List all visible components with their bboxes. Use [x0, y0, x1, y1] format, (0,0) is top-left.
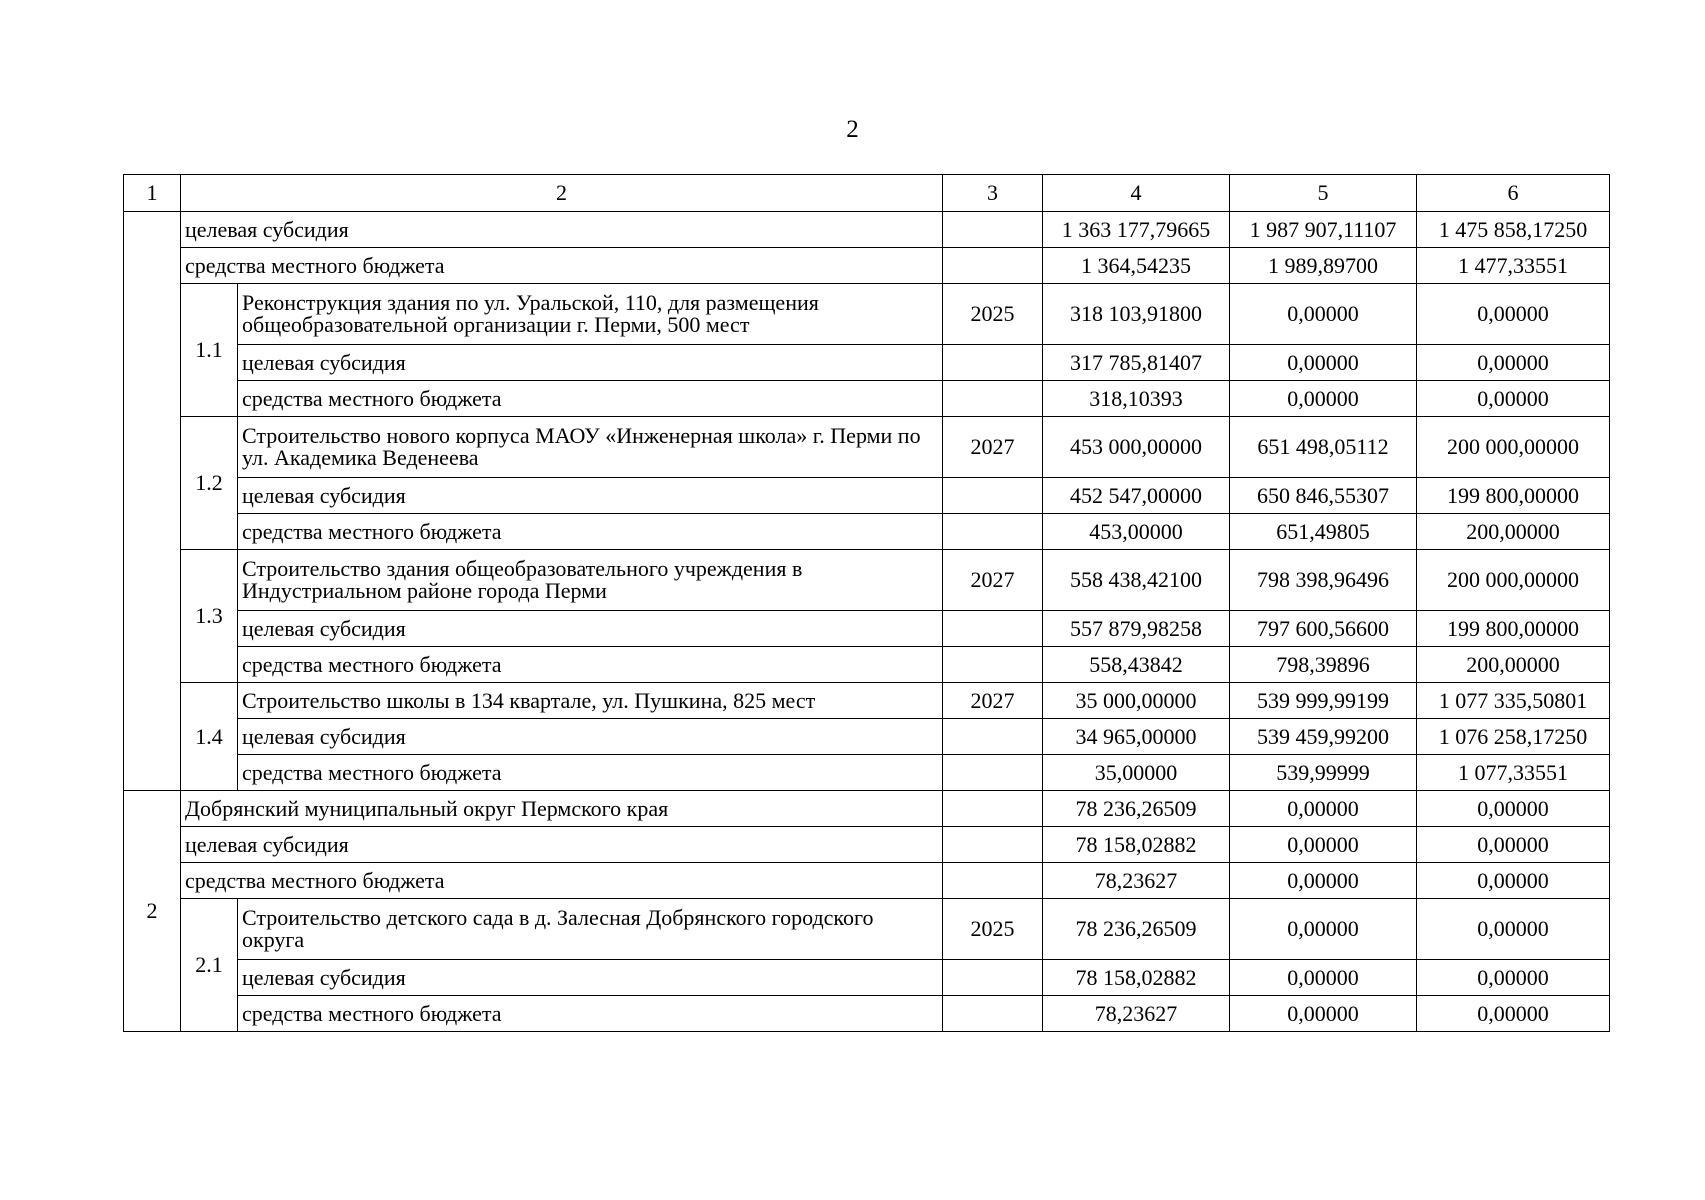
row-value-5: 0,00000: [1230, 284, 1417, 345]
table-row: [124, 899, 1610, 960]
row-label: средства местного бюджета: [181, 863, 943, 899]
header-col-6: 6: [1417, 175, 1610, 212]
row-year: [943, 960, 1043, 996]
row-value-4: 453,00000: [1043, 514, 1230, 550]
table-header-row: [124, 175, 1610, 212]
row-value-4: 557 879,98258: [1043, 611, 1230, 647]
table-row: [124, 248, 1610, 284]
row-value-4: 318 103,91800: [1043, 284, 1230, 345]
table-row: [124, 996, 1610, 1032]
header-col-5: 5: [1230, 175, 1417, 212]
row-value-6: 200 000,00000: [1417, 550, 1610, 611]
row-value-5: 539 999,99199: [1230, 683, 1417, 719]
row-year: [943, 863, 1043, 899]
table-row: [124, 791, 1610, 827]
row-year: [943, 345, 1043, 381]
row-year: 2025: [943, 899, 1043, 960]
row-value-5: 0,00000: [1230, 899, 1417, 960]
table-row: [124, 550, 1610, 611]
row-label: Строительство школы в 134 квартале, ул. Пушкина, 825 мест: [238, 683, 943, 719]
row-value-5: 798 398,96496: [1230, 550, 1417, 611]
row-year: [943, 514, 1043, 550]
row-value-4: 317 785,81407: [1043, 345, 1230, 381]
row-label: целевая субсидия: [181, 212, 943, 248]
row-year: [943, 791, 1043, 827]
row-value-4: 558,43842: [1043, 647, 1230, 683]
row-value-5: 797 600,56600: [1230, 611, 1417, 647]
item-number: 1.1: [181, 284, 238, 417]
row-label: средства местного бюджета: [238, 755, 943, 791]
row-value-5: 651,49805: [1230, 514, 1417, 550]
row-year: [943, 996, 1043, 1032]
row-value-4: 1 364,54235: [1043, 248, 1230, 284]
row-label: Строительство детского сада в д. Залесная Добрянского городского округа: [238, 899, 943, 960]
row-value-6: 0,00000: [1417, 863, 1610, 899]
row-value-6: 0,00000: [1417, 827, 1610, 863]
table-row: [124, 611, 1610, 647]
row-year: 2027: [943, 683, 1043, 719]
row-year: 2027: [943, 550, 1043, 611]
table-row: [124, 719, 1610, 755]
row-value-5: 0,00000: [1230, 791, 1417, 827]
row-value-6: 0,00000: [1417, 284, 1610, 345]
row-value-4: 318,10393: [1043, 381, 1230, 417]
row-value-4: 1 363 177,79665: [1043, 212, 1230, 248]
row-value-6: 0,00000: [1417, 899, 1610, 960]
row-value-5: 0,00000: [1230, 863, 1417, 899]
header-col-1: 1: [124, 175, 181, 212]
table-row: [124, 683, 1610, 719]
row-year: [943, 248, 1043, 284]
table-row: [124, 417, 1610, 478]
table-row: [124, 212, 1610, 248]
row-value-5: 0,00000: [1230, 996, 1417, 1032]
table-row: [124, 478, 1610, 514]
table-row: [124, 960, 1610, 996]
item-number: 1.4: [181, 683, 238, 791]
table-row: [124, 863, 1610, 899]
row-value-5: 650 846,55307: [1230, 478, 1417, 514]
row-year: [943, 755, 1043, 791]
row-label: целевая субсидия: [238, 611, 943, 647]
row-value-4: 78 158,02882: [1043, 827, 1230, 863]
row-value-6: 200,00000: [1417, 647, 1610, 683]
row-label: Реконструкция здания по ул. Уральской, 110, для размещения общеобразовательной организации г. Перми, 500 мест: [238, 284, 943, 345]
row-value-5: 0,00000: [1230, 960, 1417, 996]
row-value-5: 539 459,99200: [1230, 719, 1417, 755]
table-row: [124, 514, 1610, 550]
row-label: средства местного бюджета: [181, 248, 943, 284]
row-year: [943, 611, 1043, 647]
row-year: [943, 478, 1043, 514]
row-value-5: 1 987 907,11107: [1230, 212, 1417, 248]
table-row: [124, 345, 1610, 381]
row-value-5: 1 989,89700: [1230, 248, 1417, 284]
row-value-4: 558 438,42100: [1043, 550, 1230, 611]
row-label: Добрянский муниципальный округ Пермского края: [181, 791, 943, 827]
row-value-5: 0,00000: [1230, 827, 1417, 863]
row-label: средства местного бюджета: [238, 996, 943, 1032]
section-number: 2: [124, 791, 181, 1032]
header-col-4: 4: [1043, 175, 1230, 212]
row-value-5: 539,99999: [1230, 755, 1417, 791]
row-value-6: 200,00000: [1417, 514, 1610, 550]
row-value-6: 0,00000: [1417, 960, 1610, 996]
row-value-6: 0,00000: [1417, 791, 1610, 827]
row-year: [943, 212, 1043, 248]
row-value-5: 0,00000: [1230, 345, 1417, 381]
row-value-6: 0,00000: [1417, 996, 1610, 1032]
row-value-5: 0,00000: [1230, 381, 1417, 417]
row-value-4: 78,23627: [1043, 863, 1230, 899]
row-value-6: 1 077 335,50801: [1417, 683, 1610, 719]
row-value-4: 35,00000: [1043, 755, 1230, 791]
header-col-3: 3: [943, 175, 1043, 212]
row-year: [943, 381, 1043, 417]
header-col-2: 2: [181, 175, 943, 212]
budget-table: [123, 174, 1610, 1032]
row-value-4: 78,23627: [1043, 996, 1230, 1032]
row-label: целевая субсидия: [238, 719, 943, 755]
row-value-6: 0,00000: [1417, 345, 1610, 381]
row-label: целевая субсидия: [238, 478, 943, 514]
row-value-4: 78 158,02882: [1043, 960, 1230, 996]
row-value-6: 1 076 258,17250: [1417, 719, 1610, 755]
item-number: 1.3: [181, 550, 238, 683]
item-number: 2.1: [181, 899, 238, 1032]
section-number-cell: [124, 212, 181, 791]
row-year: [943, 827, 1043, 863]
row-label: целевая субсидия: [238, 960, 943, 996]
row-year: 2025: [943, 284, 1043, 345]
row-value-4: 453 000,00000: [1043, 417, 1230, 478]
row-value-6: 199 800,00000: [1417, 611, 1610, 647]
table-row: [124, 827, 1610, 863]
table-row: [124, 284, 1610, 345]
row-value-4: 452 547,00000: [1043, 478, 1230, 514]
row-value-6: 200 000,00000: [1417, 417, 1610, 478]
row-year: 2027: [943, 417, 1043, 478]
row-year: [943, 719, 1043, 755]
row-value-4: 35 000,00000: [1043, 683, 1230, 719]
row-value-5: 651 498,05112: [1230, 417, 1417, 478]
page-number: 2: [846, 116, 859, 143]
row-label: средства местного бюджета: [238, 647, 943, 683]
row-label: целевая субсидия: [181, 827, 943, 863]
row-value-6: 199 800,00000: [1417, 478, 1610, 514]
table-row: [124, 647, 1610, 683]
item-number: 1.2: [181, 417, 238, 550]
row-value-6: 1 077,33551: [1417, 755, 1610, 791]
row-value-4: 34 965,00000: [1043, 719, 1230, 755]
row-value-6: 1 475 858,17250: [1417, 212, 1610, 248]
row-year: [943, 647, 1043, 683]
row-label: Строительство здания общеобразовательного учреждения в Индустриальном районе города Перми: [238, 550, 943, 611]
row-label: целевая субсидия: [238, 345, 943, 381]
row-value-5: 798,39896: [1230, 647, 1417, 683]
row-label: Строительство нового корпуса МАОУ «Инженерная школа» г. Перми по ул. Академика Веденеева: [238, 417, 943, 478]
row-value-4: 78 236,26509: [1043, 791, 1230, 827]
row-label: средства местного бюджета: [238, 381, 943, 417]
row-label: средства местного бюджета: [238, 514, 943, 550]
row-value-6: 0,00000: [1417, 381, 1610, 417]
table-row: [124, 381, 1610, 417]
row-value-6: 1 477,33551: [1417, 248, 1610, 284]
table-row: [124, 755, 1610, 791]
row-value-4: 78 236,26509: [1043, 899, 1230, 960]
